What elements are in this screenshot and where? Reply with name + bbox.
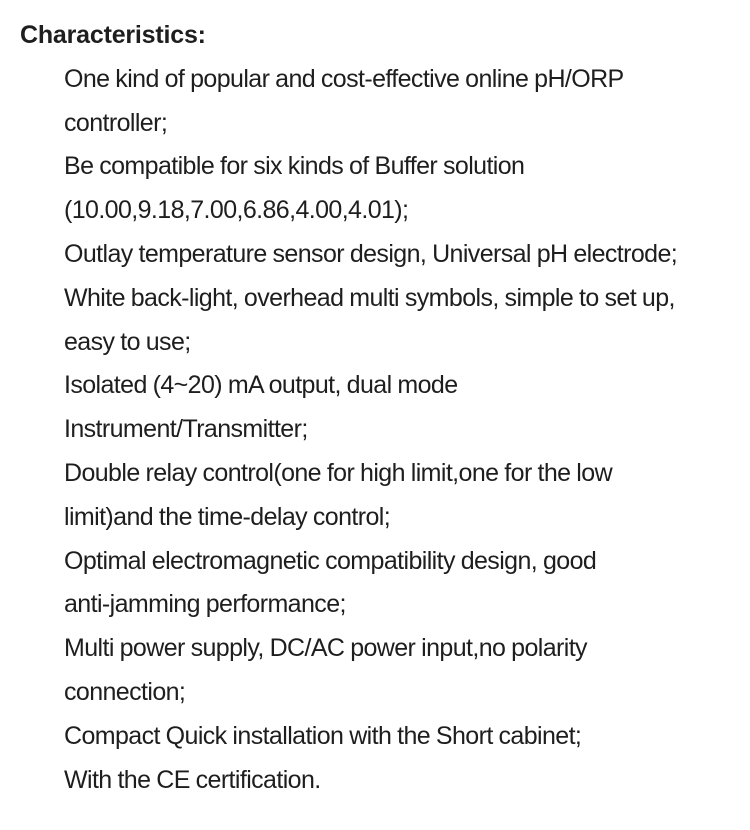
- item-line: (10.00,9.18,7.00,6.86,4.00,4.01);: [64, 196, 409, 225]
- item-temperature-sensor: [20, 233, 738, 277]
- item-emc-design: [20, 540, 738, 628]
- item-line: limit)and the time-delay control;: [64, 502, 391, 531]
- characteristics-document: [20, 14, 738, 802]
- item-buffer-solution: [20, 145, 738, 233]
- item-line: Instrument/Transmitter;: [64, 415, 308, 444]
- item-online-controller: [20, 58, 738, 146]
- item-line: With the CE certification.: [64, 765, 321, 794]
- item-line: easy to use;: [64, 327, 191, 356]
- item-line: Optimal electromagnetic compatibility design, good: [64, 546, 597, 575]
- item-backlight: [20, 277, 738, 365]
- item-line: Compact Quick installation with the Short cabinet;: [64, 721, 582, 750]
- item-line: Isolated (4~20) mA output, dual mode: [64, 371, 458, 400]
- item-relay-control: [20, 452, 738, 540]
- item-line: Be compatible for six kinds of Buffer solution: [64, 152, 525, 181]
- item-line: controller;: [64, 108, 168, 137]
- item-line: Multi power supply, DC/AC power input,no polarity: [64, 634, 587, 663]
- item-certification: [20, 759, 738, 803]
- item-installation: [20, 715, 738, 759]
- section-heading: Characteristics:: [20, 21, 206, 49]
- item-line: White back-light, overhead multi symbols, simple to set up,: [64, 283, 675, 312]
- item-line: One kind of popular and cost-effective online pH/ORP: [64, 64, 624, 93]
- item-line: anti-jamming performance;: [64, 590, 346, 619]
- item-power-supply: [20, 627, 738, 715]
- item-line: Outlay temperature sensor design, Universal pH electrode;: [64, 239, 678, 268]
- item-line: connection;: [64, 677, 186, 706]
- item-line: Double relay control(one for high limit,one for the low: [64, 458, 613, 487]
- item-isolated-output: [20, 364, 738, 452]
